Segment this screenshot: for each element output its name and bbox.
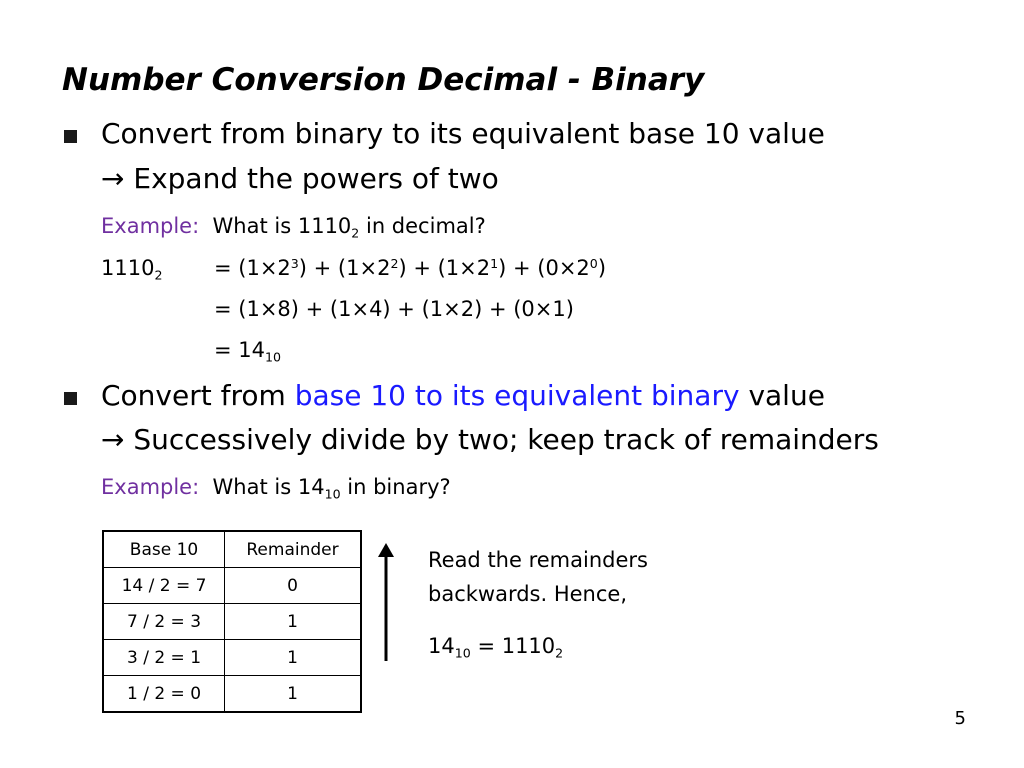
right-arrow-icon: → (101, 162, 125, 195)
example-question-2: What is $14_{10}$ in binary? (212, 475, 451, 502)
table-row (103, 604, 361, 640)
example-question-1: What is $1110_2$ in decimal? (212, 214, 486, 241)
table-header: Remainder (225, 531, 362, 568)
table-cell: 7 / 2 = 3 (103, 604, 225, 640)
example-label: Example: (101, 214, 200, 238)
table-cell: 14 / 2 = 7 (103, 568, 225, 604)
highlighted-text: base 10 to its equivalent binary (294, 379, 740, 412)
bullet-square-icon (64, 392, 77, 405)
equation-line-1: = $(1\times 2^3) + (1\times 2^2) + (1\times 2^1) + (0\times 2^0)$ (214, 256, 607, 280)
sub-point-1-text: Expand the powers of two (133, 162, 499, 195)
table-row (103, 568, 361, 604)
table-cell: 1 (225, 676, 362, 713)
example-2 (101, 475, 451, 502)
bullet-text-2: Convert from base 10 to its equivalent binary value (101, 379, 825, 412)
equation-lhs: $1110_2$ (101, 256, 163, 283)
right-arrow-icon: → (101, 423, 125, 456)
table-cell: 1 (225, 640, 362, 676)
note-line-2: backwards. Hence, (428, 582, 627, 606)
table-cell: 0 (225, 568, 362, 604)
bullet-text-1: Convert from binary to its equivalent base 10 value (101, 117, 825, 150)
division-table (102, 530, 362, 713)
note-line-1: Read the remainders (428, 548, 648, 572)
table-row (103, 640, 361, 676)
note-result: $14_{10} = 1110_2$ (428, 634, 564, 661)
table-cell: 1 (225, 604, 362, 640)
table-cell: 1 / 2 = 0 (103, 676, 225, 713)
table-header-row (103, 531, 361, 568)
example-label: Example: (101, 475, 200, 499)
bullet-square-icon (64, 130, 77, 143)
sub-point-2 (101, 423, 879, 456)
slide-title: Number Conversion Decimal - Binary (62, 62, 705, 98)
sub-point-1 (101, 162, 499, 195)
sub-point-2-text: Successively divide by two; keep track of remainders (133, 423, 879, 456)
page-number: 5 (954, 708, 966, 729)
table-cell: 3 / 2 = 1 (103, 640, 225, 676)
up-arrow-icon (374, 543, 398, 663)
table-header: Base 10 (103, 531, 225, 568)
example-1 (101, 214, 486, 241)
equation-line-2: = (1×8) + (1×4) + (1×2) + (0×1) (214, 297, 574, 321)
table-row (103, 676, 361, 713)
equation-line-3: = $14_{10}$ (214, 338, 282, 365)
